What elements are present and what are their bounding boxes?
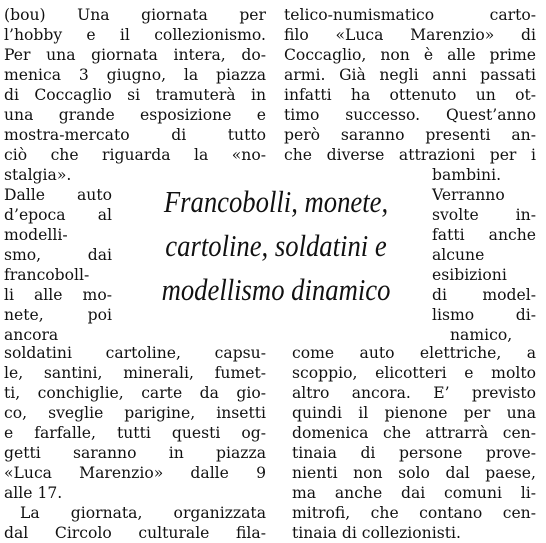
text-line: di model- (432, 286, 536, 304)
text-line: alcune (432, 246, 485, 264)
text-line: ancora (4, 326, 59, 344)
text-line: mitrofi, che contano cen- (292, 504, 536, 522)
text-line: co, sveglie parigine, insetti (4, 404, 266, 422)
text-line: una grande esposizione e (4, 106, 266, 124)
text-line: dal Circolo culturale fila- (4, 524, 266, 542)
text-line: che diverse attrazioni per i (284, 146, 536, 164)
text-line: Dalle auto (4, 186, 112, 204)
text-line: stalgia». (4, 166, 72, 184)
text-line: Coccaglio, non è alle prime (284, 46, 536, 64)
text-line: infatti ha ottenuto un ot- (284, 86, 536, 104)
text-line: ciò che riguarda la «no- (4, 146, 266, 164)
text-line: scoppio, elicotteri e molto (292, 364, 536, 382)
text-line: modelli- (4, 226, 68, 244)
text-line: nete, poi (4, 306, 112, 324)
text-line: l’hobby e il collezionismo. (4, 26, 266, 44)
text-line: smo, dai (4, 246, 112, 264)
text-line: mostra-mercato di tutto (4, 126, 266, 144)
text-line: bambini. (432, 166, 502, 184)
pull-quote-line: cartoline, soldatini e (165, 228, 387, 263)
text-line: getti saranno in piazza (4, 444, 266, 462)
pull-quote-line: modellismo dinamico (161, 272, 391, 307)
text-line: svolte in- (432, 206, 536, 224)
text-line: filo «Luca Marenzio» di (284, 26, 536, 44)
text-line: alle 17. (4, 484, 63, 502)
text-line: armi. Già negli anni passati (284, 66, 536, 84)
text-line: Per una giornata intera, do- (4, 46, 266, 64)
text-line: La giornata, organizzata (20, 504, 266, 522)
text-line: esibizioni (432, 266, 507, 284)
text-line: timo successo. Quest’anno (284, 106, 536, 124)
text-line: lismo di- (432, 306, 536, 324)
text-line: e farfalle, tutti questi og- (4, 424, 266, 442)
text-line: tinaia di collezionisti. (292, 524, 461, 542)
text-line: menica 3 giugno, la piazza (4, 66, 266, 84)
pull-quote-line: Francobolli, monete, (163, 184, 389, 219)
text-line: soldatini cartoline, capsu- (4, 344, 266, 362)
text-line: namico, (450, 326, 513, 344)
pull-quote (149, 180, 404, 312)
text-line: di Coccaglio si tramuterà in (4, 86, 266, 104)
text-line: altro ancora. E’ previsto (292, 384, 536, 402)
text-line: d’epoca al (4, 206, 112, 224)
text-line: nienti non solo dal paese, (292, 464, 536, 482)
text-line: domenica che attrarrà cen- (292, 424, 536, 442)
text-line: come auto elettriche, a (292, 344, 536, 362)
text-line: telico-numismatico carto- (284, 6, 536, 24)
text-line: ma anche dai comuni li- (292, 484, 536, 502)
text-line: (bou) Una giornata per (4, 6, 266, 24)
text-line: fatti anche (432, 226, 536, 244)
text-line: francoboll- (4, 266, 90, 284)
text-line: «Luca Marenzio» dalle 9 (4, 464, 266, 482)
text-line: Verranno (432, 186, 505, 204)
text-line: li alle mo- (4, 286, 112, 304)
text-line: però saranno presenti an- (284, 126, 536, 144)
text-line: tinaia di persone prove- (292, 444, 536, 462)
text-line: quindi il pienone per una (292, 404, 536, 422)
text-line: le, santini, minerali, fumet- (4, 364, 266, 382)
text-line: ti, conchiglie, carte da gio- (4, 384, 266, 402)
